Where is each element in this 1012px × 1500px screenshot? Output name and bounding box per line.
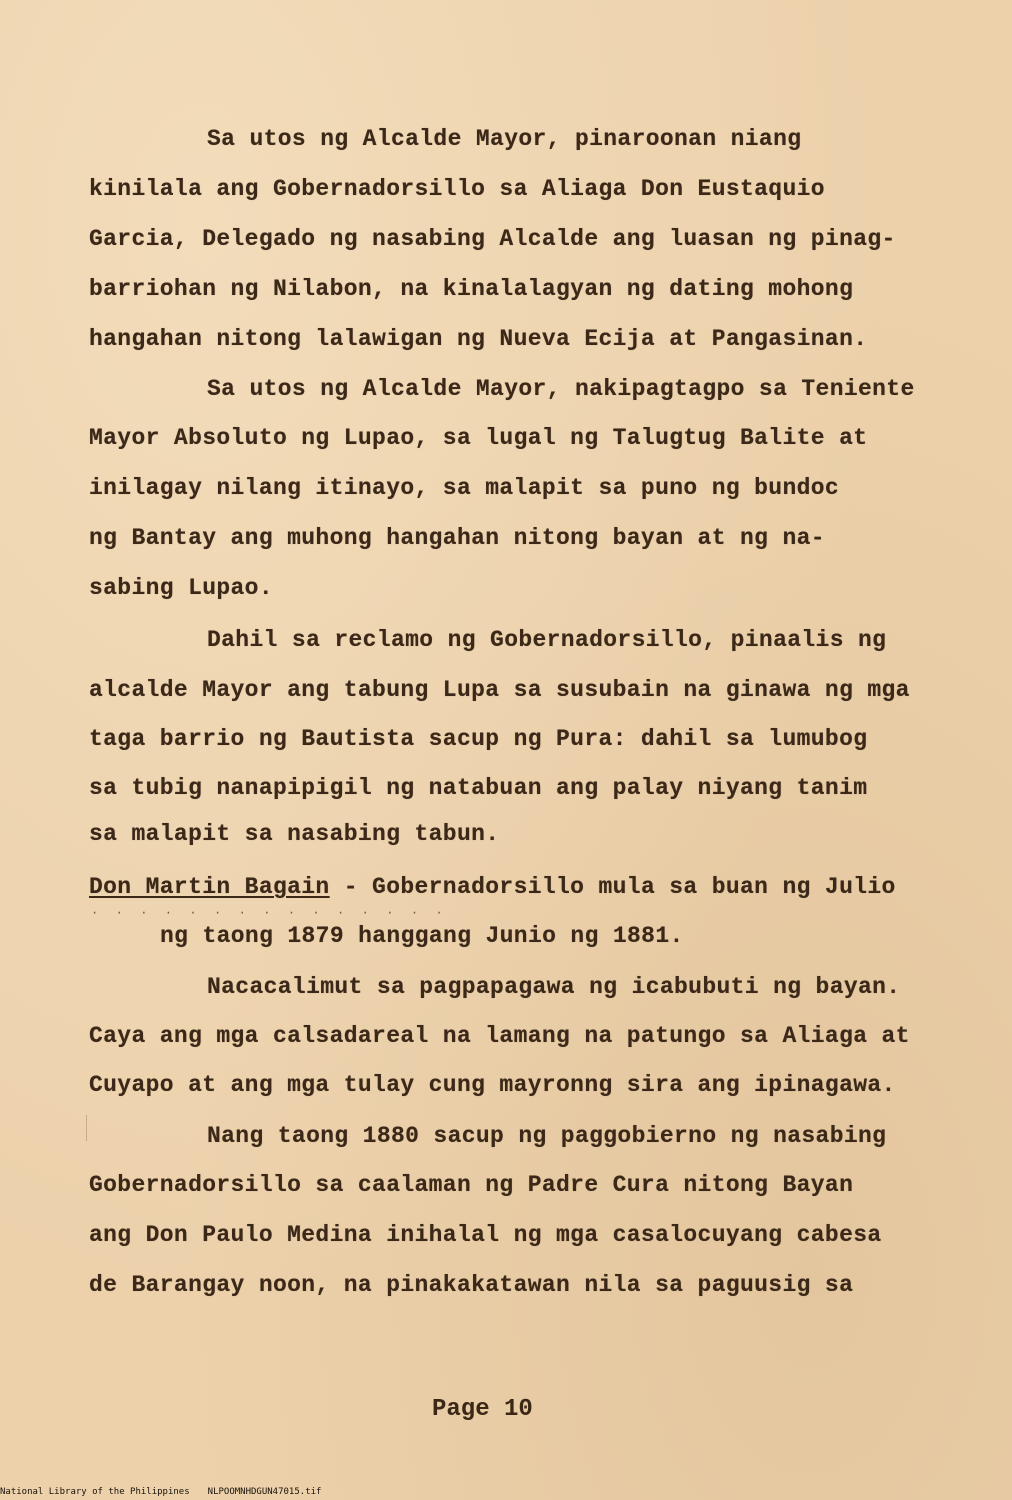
margin-mark [86, 1115, 87, 1141]
text-line: Nacacalimut sa pagpapagawa ng icabubuti ng bayan. [207, 974, 901, 1000]
person-name: Don Martin Bagain [89, 874, 330, 900]
text-line: barriohan ng Nilabon, na kinalalagyan ng dating mohong [89, 276, 854, 302]
text-line: sa tubig nanapipigil ng natabuan ang palay niyang tanim [89, 775, 868, 801]
text-line: kinilala ang Gobernadorsillo sa Aliaga Don Eustaquio [89, 176, 825, 202]
text-line: Dahil sa reclamo ng Gobernadorsillo, pinaalis ng [207, 627, 887, 653]
text-line: de Barangay noon, na pinakakatawan nila sa paguusig sa [89, 1272, 854, 1298]
text-line: Sa utos ng Alcalde Mayor, pinaroonan niang [207, 126, 802, 152]
text-line: Sa utos ng Alcalde Mayor, nakipagtagpo sa Teniente [207, 376, 915, 402]
text-line: alcalde Mayor ang tabung Lupa sa susubain na ginawa ng mga [89, 677, 910, 703]
name-heading-line [89, 873, 896, 901]
footer-institution: National Library of the Philippines [0, 1487, 190, 1497]
text-line: taga barrio ng Bautista sacup ng Pura: dahil sa lumubog [89, 726, 868, 752]
text-line: Gobernadorsillo sa caalaman ng Padre Cura nitong Bayan [89, 1172, 854, 1198]
text-line: sabing Lupao. [89, 575, 273, 601]
name-heading-rest: - Gobernadorsillo mula sa buan ng Julio [329, 874, 896, 900]
page-number: Page 10 [432, 1396, 533, 1423]
scan-footer [0, 1487, 339, 1497]
dotted-mark: · · · · · · · · · · · · · · · [91, 906, 444, 920]
text-line: inilagay nilang itinayo, sa malapit sa puno ng bundoc [89, 475, 840, 501]
text-line: hangahan nitong lalawigan ng Nueva Ecija at Pangasinan. [89, 326, 868, 352]
footer-filename: NLPOOMNHDGUN47015.tif [207, 1487, 322, 1497]
text-line: Nang taong 1880 sacup ng paggobierno ng nasabing [207, 1123, 887, 1149]
text-line: Cuyapo at ang mga tulay cung mayronng sira ang ipinagawa. [89, 1072, 896, 1098]
text-line: ng Bantay ang muhong hangahan nitong bayan at ng na- [89, 525, 825, 551]
text-line: ng taong 1879 hanggang Junio ng 1881. [160, 923, 684, 949]
text-line: ang Don Paulo Medina inihalal ng mga casalocuyang cabesa [89, 1222, 882, 1248]
text-line: Garcia, Delegado ng nasabing Alcalde ang luasan ng pinag- [89, 226, 896, 252]
text-line: sa malapit sa nasabing tabun. [89, 821, 500, 847]
text-line: Mayor Absoluto ng Lupao, sa lugal ng Talugtug Balite at [89, 425, 868, 451]
text-line: Caya ang mga calsadareal na lamang na patungo sa Aliaga at [89, 1023, 910, 1049]
